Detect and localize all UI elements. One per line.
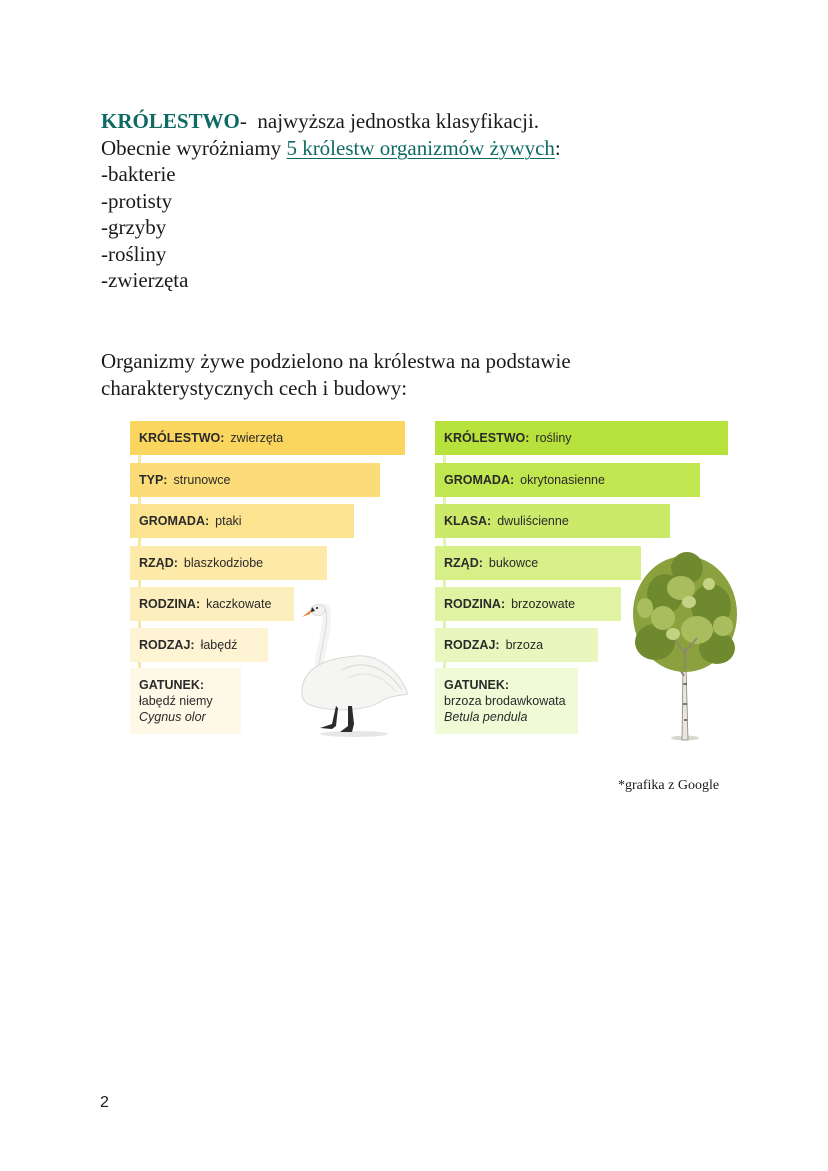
rank-value: strunowce	[173, 473, 231, 487]
animal-rank-class	[130, 504, 354, 538]
species-label: GATUNEK:	[139, 678, 205, 692]
birch-tree-image	[625, 544, 749, 742]
image-credit: *grafika z Google	[618, 778, 720, 793]
plant-rank-class	[435, 504, 670, 538]
animal-rank-genus	[130, 628, 268, 662]
rank-value: brzozowate	[511, 597, 576, 611]
rank-value: dwuliścienne	[497, 514, 569, 528]
paragraph-line: Organizmy żywe podzielono na królestwa na podstawie	[101, 349, 571, 373]
kingdoms-link[interactable]: 5 królestw organizmów żywych	[286, 135, 555, 160]
rank-label: RODZINA:	[444, 597, 506, 611]
animal-rank-kingdom	[130, 421, 405, 455]
kingdom-list-item: -rośliny	[101, 241, 167, 266]
rank-label: GROMADA:	[444, 473, 515, 487]
rank-label: RODZINA:	[139, 597, 201, 611]
animal-rank-order	[130, 546, 327, 580]
rank-label: KRÓLESTWO:	[139, 431, 225, 445]
species-common-name: brzoza brodawkowata	[444, 694, 566, 708]
rank-label: RZĄD:	[139, 556, 178, 570]
plant-rank-genus	[435, 628, 598, 662]
rank-label: GROMADA:	[139, 514, 210, 528]
plant-rank-order	[435, 546, 641, 580]
swan-image	[294, 598, 410, 738]
kingdom-list-item: -grzyby	[101, 215, 167, 239]
species-latin-name: Cygnus olor	[139, 710, 206, 724]
rank-label: RZĄD:	[444, 556, 483, 570]
rank-value: zwierzęta	[230, 431, 284, 445]
rank-label: KLASA:	[444, 514, 492, 528]
plant-rank-family	[435, 587, 621, 621]
kingdom-list-item: -protisty	[101, 188, 173, 213]
rank-value: okrytonasienne	[520, 473, 605, 487]
page-number: 2	[100, 1094, 109, 1111]
animal-rank-species	[130, 668, 241, 734]
classification-paragraph	[101, 348, 571, 402]
kingdom-count-line	[101, 135, 561, 162]
rank-value: brzoza	[505, 638, 544, 652]
kingdom-definition	[101, 108, 561, 135]
kingdom-keyword: KRÓLESTWO	[101, 109, 240, 133]
kingdom-list-item: -bakterie	[101, 162, 176, 186]
kingdom-list-item: -zwierzęta	[101, 268, 189, 292]
rank-label: RODZAJ:	[444, 638, 500, 652]
species-label: GATUNEK:	[444, 678, 510, 692]
plant-rank-species	[435, 668, 578, 734]
plant-rank-division	[435, 463, 700, 497]
animal-rank-family	[130, 587, 294, 621]
species-common-name: łabędź niemy	[139, 694, 213, 708]
rank-value: kaczkowate	[206, 597, 272, 611]
rank-label: RODZAJ:	[139, 638, 195, 652]
kingdom-count-suffix: :	[554, 135, 561, 160]
rank-value: bukowce	[488, 556, 539, 570]
rank-value: blaszkodziobe	[183, 556, 264, 570]
rank-label: KRÓLESTWO:	[444, 431, 530, 445]
rank-value: ptaki	[215, 514, 242, 528]
paragraph-line: charakterystycznych cech i budowy:	[101, 376, 408, 400]
rank-value: rośliny	[535, 431, 572, 445]
rank-label: TYP:	[139, 473, 168, 487]
rank-value: łabędź	[200, 638, 238, 652]
species-latin-name: Betula pendula	[444, 710, 528, 724]
intro-section	[101, 108, 561, 294]
animal-rank-phylum	[130, 463, 380, 497]
kingdom-count-prefix: Obecnie wyróżniamy	[101, 135, 287, 160]
kingdom-definition-text: - najwyższa jednostka klasyfikacji.	[239, 109, 540, 133]
plant-rank-kingdom	[435, 421, 728, 455]
